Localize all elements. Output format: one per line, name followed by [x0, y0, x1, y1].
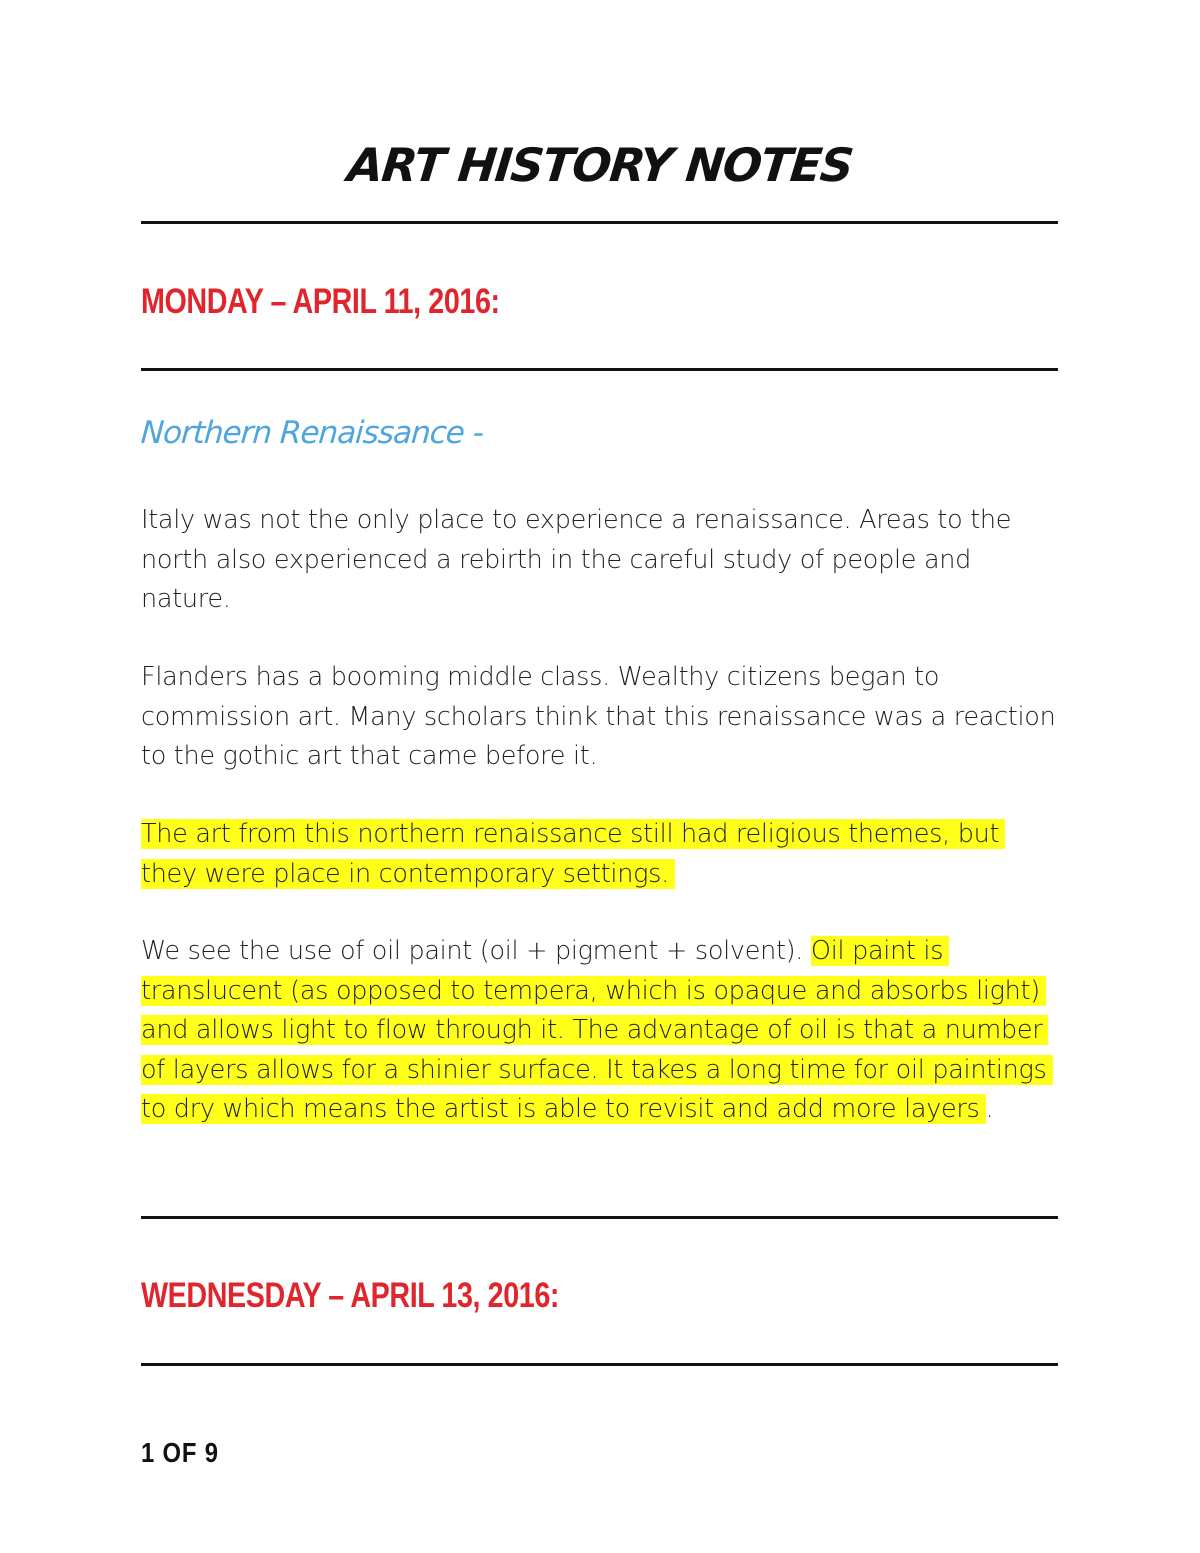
monday-heading: MONDAY – APRIL 11, 2016: [141, 282, 500, 321]
wednesday-heading: WEDNESDAY – APRIL 13, 2016: [141, 1276, 560, 1315]
paragraph-oil-paint [141, 932, 1061, 1130]
divider-line [141, 1216, 1058, 1219]
divider-line [141, 368, 1058, 371]
highlighted-text: Oil paint is translucent (as opposed to tempera, which is opaque and absorbs light) and allows light to flow through it. The advantage of oil is that a number of layers allows for a shinier surface. It takes a long time for oil paintings to dry which means the artist is able to revisit and add more layers [141, 936, 1053, 1124]
paragraph-religious-themes [141, 815, 1061, 894]
divider-line [141, 221, 1058, 224]
page-title: ART HISTORY NOTES [345, 138, 855, 192]
paragraph-text: . [985, 1094, 994, 1124]
highlighted-text: The art from this northern renaissance still had religious themes, but they were place in contemporary settings. [141, 819, 1005, 889]
topic-heading: Northern Renaissance - [139, 415, 485, 451]
paragraph-italy: Italy was not the only place to experience a renaissance. Areas to the north also experienced a rebirth in the careful study of people and nature. [141, 505, 1012, 614]
divider-line [141, 1363, 1058, 1366]
paragraph-text: We see the use of oil paint (oil + pigment + solvent). [141, 936, 811, 966]
paragraph-flanders: Flanders has a booming middle class. Wealthy citizens began to commission art. Many scholars think that this renaissance was a reaction to the gothic art that came before it. [141, 662, 1056, 771]
page-number: 1 OF 9 [141, 1437, 219, 1468]
